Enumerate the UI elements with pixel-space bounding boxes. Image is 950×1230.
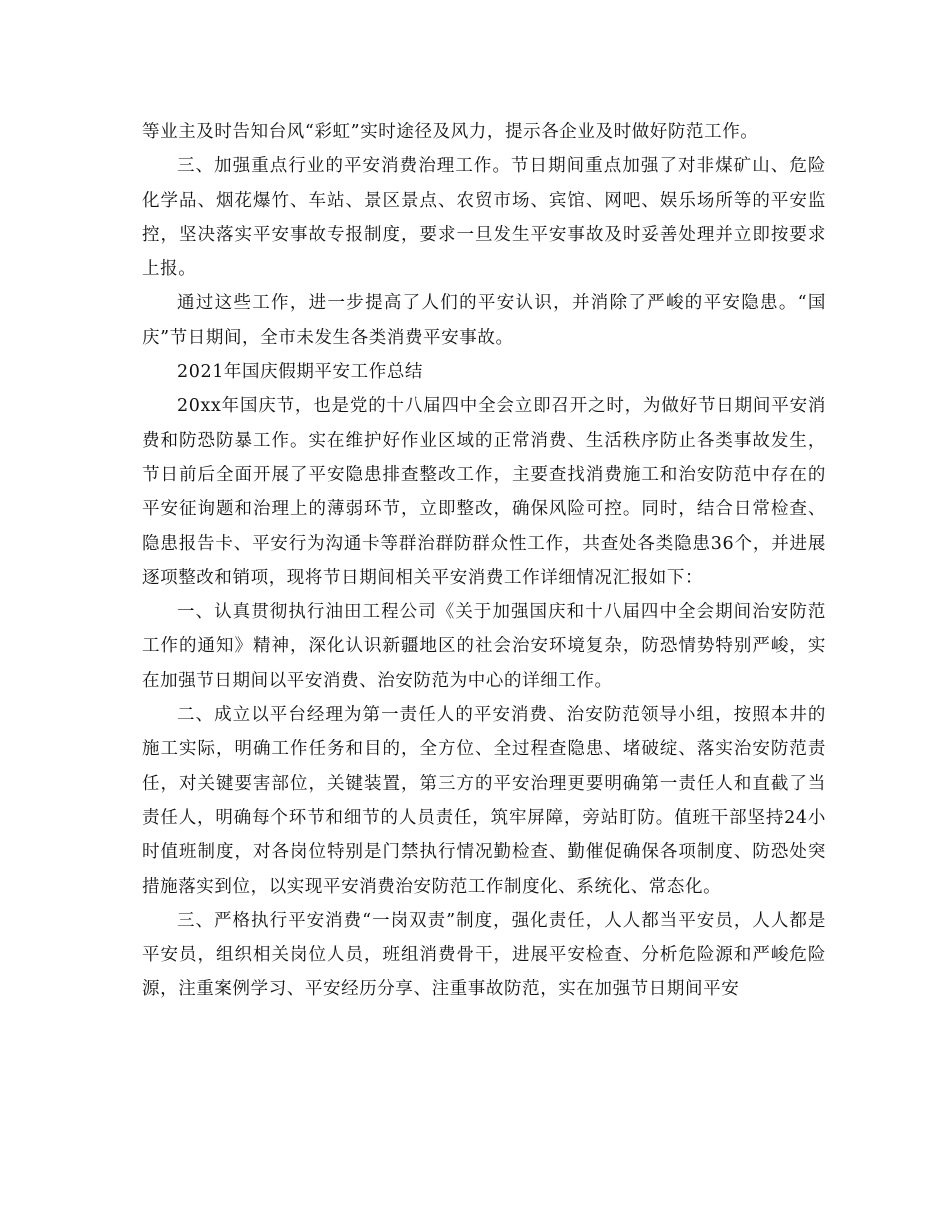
- paragraph-item-two: 二、成立以平台经理为第一责任人的平安消费、治安防范领导小组，按照本井的施工实际，明确工作任务和目的，全方位、全过程查隐患、堵破绽、落实治安防范责任，对关键要害部位，关键装置，第三方的平安治理更要明确第一责任人和直截了当责任人，明确每个环节和细节的人员责任，筑牢屏障，旁站盯防。值班干部坚持24小时值班制度，对各岗位特别是门禁执行情况勤检查、勤催促确保各项制度、防恐处突措施落实到位，以实现平安消费治安防范工作制度化、系统化、常态化。: [142, 705, 826, 897]
- paragraph-continuation: 等业主及时告知台风“彩虹”实时途径及风力，提示各企业及时做好防范工作。: [142, 122, 759, 142]
- paragraph-item-one: 一、认真贯彻执行油田工程公司《关于加强国庆和十八届四中全会期间治安防范工作的通知》精神，深化认识新疆地区的社会治安环境复杂，防恐情势特别严峻，实在加强节日期间以平安消费、治安防范为中心的详细工作。: [142, 602, 826, 691]
- section-title: 2021年国庆假期平安工作总结: [177, 362, 424, 383]
- paragraph-intro: 20xx年国庆节，也是党的十八届四中全会立即召开之时，为做好节日期间平安消费和防恐防暴工作。实在维护好作业区域的正常消费、生活秩序防止各类事故发生，节日前后全面开展了平安隐患排查整改工作，主要查找消费施工和治安防范中存在的平安征询题和治理上的薄弱环节，立即整改，确保风险可控。同时，结合日常检查、隐患报告卡、平安行为沟通卡等群治群防群众性工作，共查处各类隐患36个，并进展逐项整改和销项，现将节日期间相关平安消费工作详细情况汇报如下：: [142, 396, 826, 588]
- paragraph-item-three: 三、严格执行平安消费“一岗双责”制度，强化责任，人人都当平安员，人人都是平安员，组织相关岗位人员，班组消费骨干，进展平安检查、分析危险源和严峻危险源，注重案例学习、平安经历分享、注重事故防范，实在加强节日期间平安: [142, 910, 826, 1000]
- paragraph-key-industries: 三、加强重点行业的平安消费治理工作。节日期间重点加强了对非煤矿山、危险化学品、烟花爆竹、车站、景区景点、农贸市场、宾馆、网吧、娱乐场所等的平安监控，坚决落实平安事故专报制度，要求一旦发生平安事故及时妥善处理并立即按要求上报。: [142, 156, 826, 280]
- paragraph-outcome: 通过这些工作，进一步提高了人们的平安认识，并消除了严峻的平安隐患。“国庆”节日期间，全市未发生各类消费平安事故。: [142, 293, 826, 348]
- document-page: [142, 115, 826, 1007]
